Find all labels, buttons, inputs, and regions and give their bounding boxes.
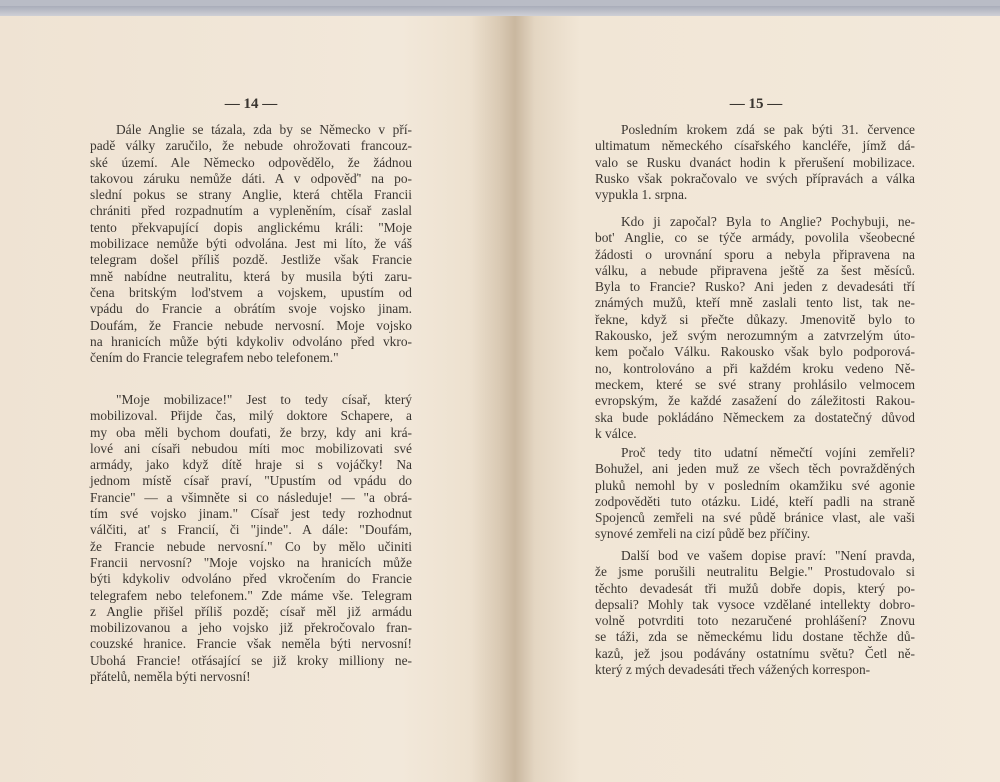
text-line: Rakousko, jež svým nerozumným a zatvrzelým úto- <box>595 328 915 344</box>
text-line: Doufám, že Francie nebude nervosní. Moje vojsko <box>90 317 412 333</box>
text-line: válčiti, at' s Francií, či "jinde". A dále: "Doufám, <box>90 522 412 538</box>
book-spread <box>0 6 1000 782</box>
text-line: slední pokus se strany Anglie, která chtěla Francii <box>90 187 412 203</box>
text-line: valo se Rusku dvanáct hodin k přerušení mobilizace. <box>595 154 915 170</box>
text-line: vpádu do Francie a obrátím svoje vojsko jinam. <box>90 301 412 317</box>
page-number: — 15 — <box>729 96 783 112</box>
text-line: my oba měli bychom doufati, že brzy, kdy ani krá- <box>90 424 412 440</box>
text-line: zodpověděti tuto otázku. Lidé, kteří padli na straně <box>595 493 915 509</box>
text-line: tím své vojsko jinam." Císař jest tedy rozhodnut <box>90 506 412 522</box>
text-line: kazů, jež jsou podávány ostatnímu světu? Četl ně- <box>595 645 915 661</box>
text-line: známých mužů, kteří mně zaslali tento list, tak ne- <box>595 295 915 311</box>
text-line: na hranicích může býti kdykoliv odvoláno před vkro- <box>90 333 412 349</box>
text-line: armády, jako když dítě hraje si s vojáčky! Na <box>90 457 412 473</box>
paragraph <box>595 122 915 203</box>
text-line: Proč tedy tito udatní němečtí vojíni zemřeli? <box>621 445 915 460</box>
text-line: přátelů, neměla býti nervosní! <box>90 669 251 685</box>
text-line: Francie" — a všimněte si co následuje! — "a obrá- <box>90 489 412 505</box>
text-line: "Moje mobilizace!" Jest to tedy císař, který <box>116 392 412 407</box>
paragraph <box>90 392 412 685</box>
text-line: volně potvrditi toto nezaručené prohlášení? Znovu <box>595 613 915 629</box>
text-line: k válce. <box>595 425 637 441</box>
text-line: synové zemřeli na cizí půdě bez příčiny. <box>595 526 811 542</box>
text-line: evropským, že každé zasažení do záležitosti Rakou- <box>595 393 915 409</box>
text-line: čena britským lod'stvem a vojskem, upustím od <box>90 284 412 300</box>
text-line: meckem, které se své strany prohlásilo velmocem <box>595 376 915 392</box>
text-line: Ubohá Francie! otřásající se již kroky milliony ne- <box>90 652 412 668</box>
text-line: mobilizoval. Přijde čas, milý doktore Schapere, a <box>90 408 412 424</box>
text-line: který z mých devadesáti třech vážených korrespon- <box>595 662 871 678</box>
text-line: pluků nemohl by v posledním okamžiku své agonie <box>595 477 915 493</box>
text-line: mobilizace nemůže býti odvolána. Jest mi líto, že váš <box>90 236 412 252</box>
page-number: — 14 — <box>224 96 278 112</box>
text-line: Francii nervosní? "Moje vojsko na hranicích může <box>90 554 412 570</box>
text-line: Bohužel, ani jeden muž ze všech těch povražděných <box>595 461 915 477</box>
paragraph <box>595 214 915 442</box>
text-line: Další bod ve vašem dopise praví: "Není pravda, <box>621 548 915 563</box>
text-line: couzské hranice. Francie však neměla býti nervosní! <box>90 636 412 652</box>
text-line: Rusko však pokračovalo ve svých přípravách a válka <box>595 170 915 186</box>
paragraph <box>90 122 412 366</box>
text-line: že Francie nebude nervosní." Co by mělo učiniti <box>90 538 412 554</box>
text-line: vypukla 1. srpna. <box>595 187 688 203</box>
text-line: mně nabídne neutralitu, která by musila býti zaru- <box>90 268 412 284</box>
text-line: padě války zaručilo, že nebude ohrožovati francouz- <box>90 138 412 154</box>
text-line: takovou záruku nemůže dáti. A v odpověď' na po- <box>90 170 412 186</box>
text-line: bot' Anglie, co se týče armády, povolila všeobecné <box>595 230 915 246</box>
text-line: Kdo ji započal? Byla to Anglie? Pochybuji, ne- <box>621 214 915 229</box>
text-line: telegrafem nebo telefonem." Zde máme vše. Telegram <box>90 587 412 603</box>
text-line: Dále Anglie se tázala, zda by se Německo v pří- <box>116 122 412 137</box>
text-line: ské území. Ale Německo odpovědělo, že žádnou <box>90 154 412 170</box>
text-line: Byla to Francie? Rusko? Ani jeden z devadesáti tří <box>595 279 915 295</box>
text-line: telegram došel příliš pozdě. Jestliže však Francie <box>90 252 412 268</box>
text-line: že jsme porušili neutralitu Belgie." Prostudovalo si <box>595 564 915 580</box>
text-line: Spojenců zemřeli na své půdě bránice vlast, ale vaši <box>595 510 915 526</box>
text-line: tento překvapující dopis anglickému králi: "Moje <box>90 219 412 235</box>
text-line: žádosti o urovnání sporu a nebyla připravena na <box>595 246 915 262</box>
text-line: jednom místě císař praví, "Upustím od vpádu do <box>90 473 412 489</box>
scanner-edge <box>0 6 1000 16</box>
text-line: z Anglie přišel příliš pozdě; císař měl již armádu <box>90 603 412 619</box>
text-line: lové ani císaři nebudou míti moc mobilizovati své <box>90 440 412 456</box>
text-line: chrániti před rozpadnutím a vypleněním, císař zaslal <box>90 203 412 219</box>
text-line: mobilizovanou a jeho vojsko již překročovalo fran- <box>90 620 412 636</box>
text-line: no, kontrolováno a při každém kroku vedeno Ně- <box>595 360 915 376</box>
text-line: depsali? Mohly tak vysoce vzdělané intellekty dobro- <box>595 596 915 612</box>
text-line: ska bude pokládáno Německem za dostatečný důvod <box>595 409 915 425</box>
text-line: býti kdykoliv odvoláno před vkročením do Francie <box>90 571 412 587</box>
paragraph <box>595 445 915 543</box>
text-line: válku, a nebude připravena ještě za šest měsíců. <box>595 262 915 278</box>
text-line: ultimatum německého císařského kancléře, jímž dá- <box>595 138 915 154</box>
text-line: těchto devadesát tři mužů dobře dopis, který po- <box>595 580 915 596</box>
text-line: kem počalo Válku. Rakousko však bylo podporová- <box>595 344 915 360</box>
text-line: řekne, když si přečte důkazy. Jmenovitě bylo to <box>595 311 915 327</box>
text-line: se táži, zda se německému lidu dostane těchže dů- <box>595 629 915 645</box>
paragraph <box>595 548 915 678</box>
text-line: čením do Francie telegrafem nebo telefonem." <box>90 350 339 366</box>
text-line: Posledním krokem zdá se pak býti 31. července <box>621 122 915 137</box>
